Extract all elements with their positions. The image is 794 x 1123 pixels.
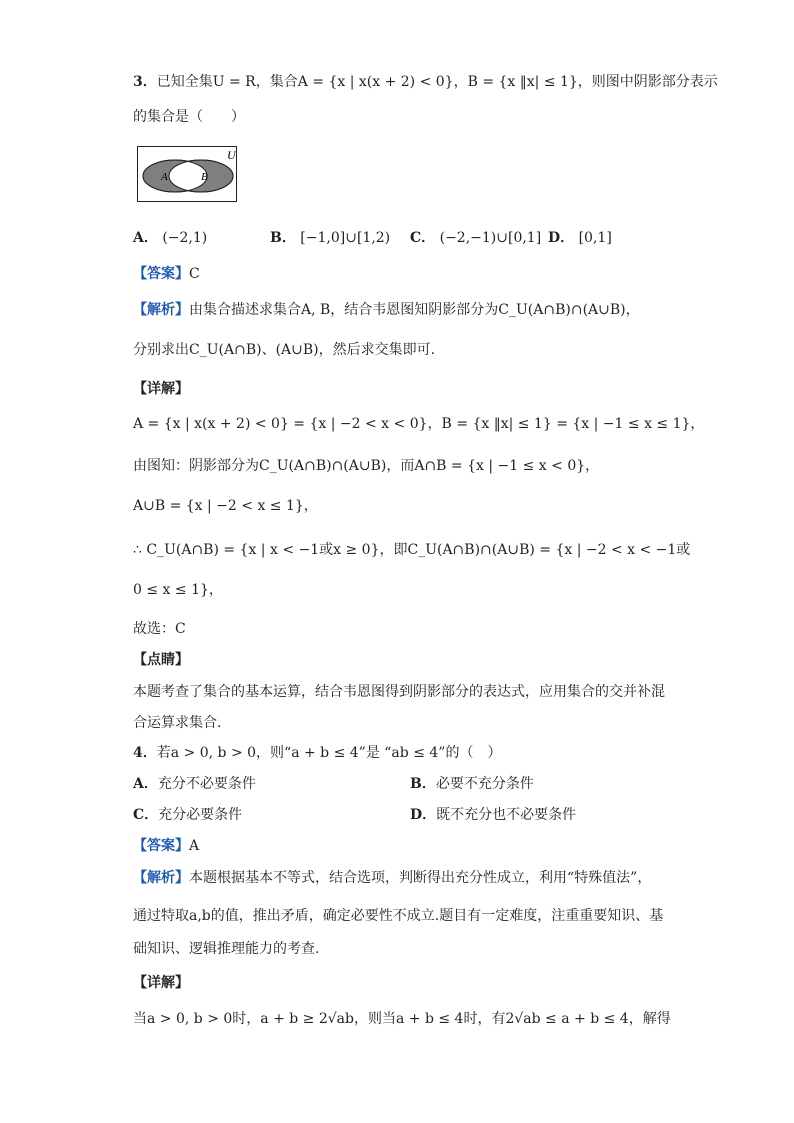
q3-stem-text: 已知全集U = R，集合A = {x | x(x + 2) < 0}，B = {x ‖x| ≤ 1}，则图中阴影部分表示 bbox=[156, 74, 718, 90]
q3-option-c: C． (−2,−1)∪[0,1] bbox=[410, 230, 542, 246]
q4-answer: 【答案】A bbox=[133, 838, 200, 854]
q4-analysis-line: 通过特取a,b的值，推出矛盾，确定必要性不成立.题目有一定难度，注重重要知识、基 bbox=[133, 908, 664, 924]
venn-label-a: A bbox=[161, 171, 168, 183]
q3-comment-tag: 【点睛】 bbox=[133, 652, 189, 668]
q3-comment-line: 合运算求集合. bbox=[133, 715, 222, 731]
q3-detail-tag: 【详解】 bbox=[133, 381, 189, 397]
venn-label-u: U bbox=[227, 148, 236, 162]
q3-answer: 【答案】C bbox=[133, 266, 200, 282]
q4-analysis-line: 【解析】本题根据基本不等式，结合选项，判断得出充分性成立，利用“特殊值法”， bbox=[133, 870, 652, 886]
q4-option-c: C．充分必要条件 bbox=[133, 807, 243, 823]
q3-option-a: A． (−2,1) bbox=[133, 230, 208, 246]
q4-stem: 4．若a > 0, b > 0，则“a + b ≤ 4”是 “ab ≤ 4”的（ ） bbox=[133, 745, 502, 761]
q4-number: 4． bbox=[133, 745, 157, 761]
q3-choice: 故选：C bbox=[133, 621, 186, 637]
q4-detail-tag: 【详解】 bbox=[133, 975, 189, 991]
q3-stem-line2: 的集合是（ ） bbox=[133, 109, 245, 125]
answer-tag: 【答案】 bbox=[133, 838, 189, 854]
analysis-tag: 【解析】 bbox=[133, 302, 189, 318]
q3-detail-line: ∴ C_U(A∩B) = {x | x < −1或x ≥ 0}，即C_U(A∩B)∩(A∪B) = {x | −2 < x < −1或 bbox=[133, 542, 691, 558]
venn-label-b: B bbox=[201, 171, 208, 183]
q3-analysis-line2: 分别求出C_U(A∩B)、(A∪B)，然后求交集即可. bbox=[133, 342, 436, 358]
q4-detail-line: 当a > 0, b > 0时，a + b ≥ 2√ab，则当a + b ≤ 4时，有2√ab ≤ a + b ≤ 4，解得 bbox=[133, 1011, 671, 1027]
q3-option-d: D． [0,1] bbox=[548, 230, 612, 246]
analysis-tag: 【解析】 bbox=[133, 870, 189, 886]
q3-stem-line1 bbox=[133, 72, 718, 92]
q4-option-d: D．既不充分也不必要条件 bbox=[410, 807, 577, 823]
answer-tag: 【答案】 bbox=[133, 266, 189, 282]
q3-detail-line: A∪B = {x | −2 < x ≤ 1}， bbox=[133, 498, 318, 514]
venn-diagram bbox=[137, 146, 237, 202]
q4-option-b: B．必要不充分条件 bbox=[410, 776, 534, 792]
q4-analysis-line: 础知识、逻辑推理能力的考查. bbox=[133, 941, 320, 957]
q3-analysis-line1: 【解析】由集合描述求集合A, B，结合韦恩图知阴影部分为C_U(A∩B)∩(A∪B)， bbox=[133, 302, 640, 318]
q3-number: 3． bbox=[133, 74, 157, 90]
q4-option-a: A．充分不必要条件 bbox=[133, 776, 256, 792]
q3-comment-line: 本题考查了集合的基本运算，结合韦恩图得到阴影部分的表达式，应用集合的交并补混 bbox=[133, 684, 665, 700]
q3-detail-line: 由图知：阴影部分为C_U(A∩B)∩(A∪B)，而A∩B = {x | −1 ≤ x < 0}， bbox=[133, 458, 600, 474]
q3-detail-line: A = {x | x(x + 2) < 0} = {x | −2 < x < 0}，B = {x ‖x| ≤ 1} = {x | −1 ≤ x ≤ 1}， bbox=[133, 416, 705, 432]
q3-option-b: B． [−1,0]∪[1,2) bbox=[270, 230, 391, 246]
q3-detail-line: 0 ≤ x ≤ 1}， bbox=[133, 582, 223, 598]
